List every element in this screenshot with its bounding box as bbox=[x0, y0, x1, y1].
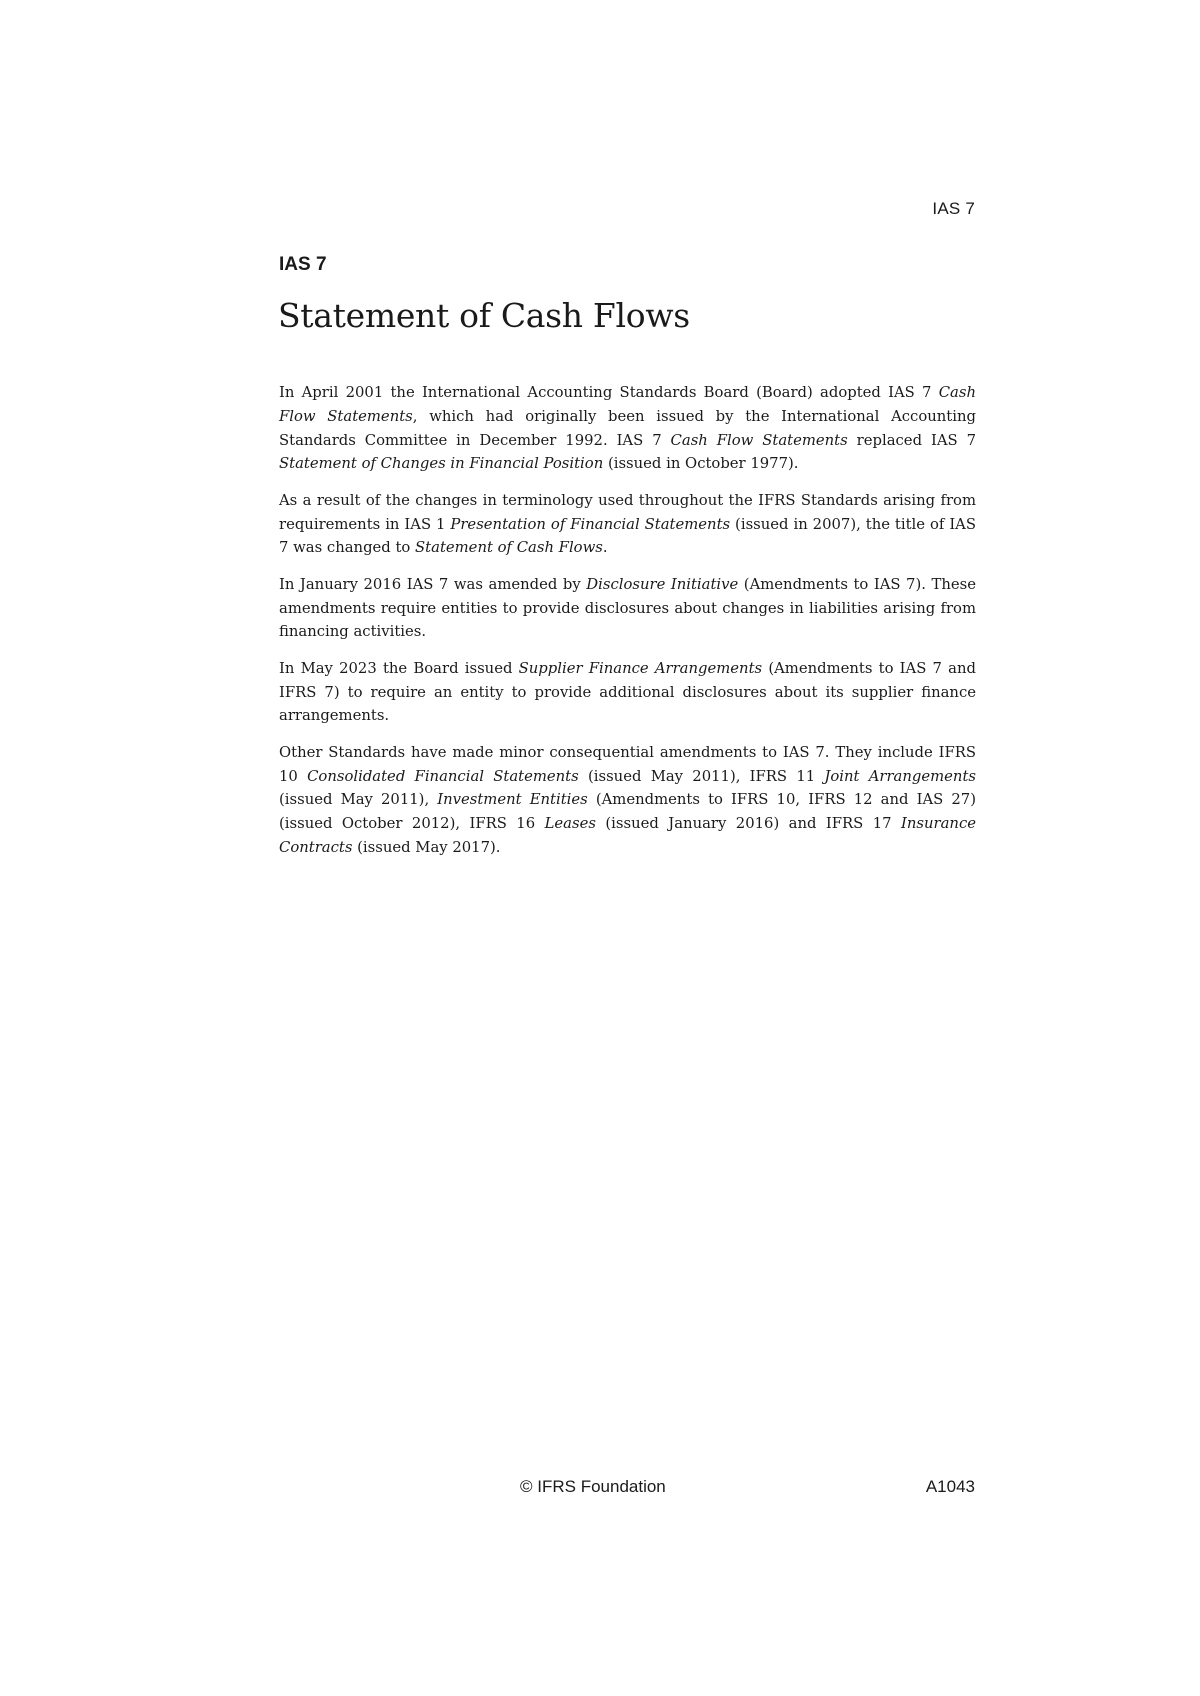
text-run: In January 2016 IAS 7 was amended by bbox=[279, 575, 587, 593]
paragraph-consequential-amendments bbox=[279, 741, 976, 860]
italic-title: Statement of Cash Flows bbox=[415, 539, 603, 557]
italic-title: Consolidated Financial Statements bbox=[307, 767, 579, 785]
page-number: A1043 bbox=[925, 1477, 975, 1496]
standard-code: IAS 7 bbox=[279, 254, 327, 275]
italic-title: Leases bbox=[544, 815, 596, 833]
running-header: IAS 7 bbox=[932, 199, 975, 218]
paragraph-title-change bbox=[279, 489, 976, 560]
text-run: (issued May 2011), IFRS 11 bbox=[578, 767, 825, 785]
italic-title: Presentation of Financial Statements bbox=[450, 515, 731, 533]
text-run: , which had originally been issued by the International Accounting Standards Committee in December 1992. IAS 7 bbox=[279, 407, 976, 449]
paragraph-disclosure-initiative bbox=[279, 573, 976, 644]
italic-title: Insurance Contracts bbox=[279, 815, 976, 856]
footer-copyright: © IFRS Foundation bbox=[520, 1477, 666, 1496]
italic-title: Joint Arrangements bbox=[824, 767, 976, 785]
text-run: (issued May 2017). bbox=[352, 838, 501, 856]
text-run: (issued January 2016) and IFRS 17 bbox=[595, 815, 902, 833]
text-run: (issued in 2007), the title of IAS 7 was changed to bbox=[279, 515, 976, 557]
introduction-body bbox=[279, 381, 976, 872]
italic-title: Supplier Finance Arrangements bbox=[518, 659, 763, 677]
text-run: (Amendments to IAS 7 and IFRS 7) to require an entity to provide additional disclosures about its supplier finance arrangements. bbox=[279, 659, 976, 725]
italic-title: Disclosure Initiative bbox=[586, 575, 739, 593]
text-run: . bbox=[602, 539, 608, 557]
text-run: (Amendments to IFRS 10, IFRS 12 and IAS 27) (issued October 2012), IFRS 16 bbox=[279, 791, 976, 833]
text-run: (issued May 2011), bbox=[279, 791, 438, 809]
page-title: Statement of Cash Flows bbox=[278, 296, 690, 335]
text-run: In May 2023 the Board issued bbox=[279, 659, 519, 677]
text-run: (Amendments to IAS 7). These amendments require entities to provide disclosures about changes in liabilities arising from financing activities. bbox=[279, 575, 976, 641]
text-run: (issued in October 1977). bbox=[603, 455, 799, 473]
paragraph-adoption bbox=[279, 381, 976, 476]
text-run: In April 2001 the International Accounting Standards Board (Board) adopted IAS 7 bbox=[279, 384, 939, 401]
italic-title: Cash Flow Statements bbox=[279, 384, 976, 425]
text-run: Other Standards have made minor consequential amendments to IAS 7. They include IFRS 10 bbox=[279, 743, 976, 785]
paragraph-supplier-finance bbox=[279, 657, 976, 728]
italic-title: Investment Entities bbox=[437, 791, 588, 809]
italic-title: Statement of Changes in Financial Position bbox=[279, 455, 604, 473]
italic-title: Cash Flow Statements bbox=[670, 431, 848, 449]
text-run: replaced IAS 7 bbox=[847, 431, 976, 449]
text-run: As a result of the changes in terminology used throughout the IFRS Standards arising from requirements in IAS 1 bbox=[279, 491, 976, 533]
